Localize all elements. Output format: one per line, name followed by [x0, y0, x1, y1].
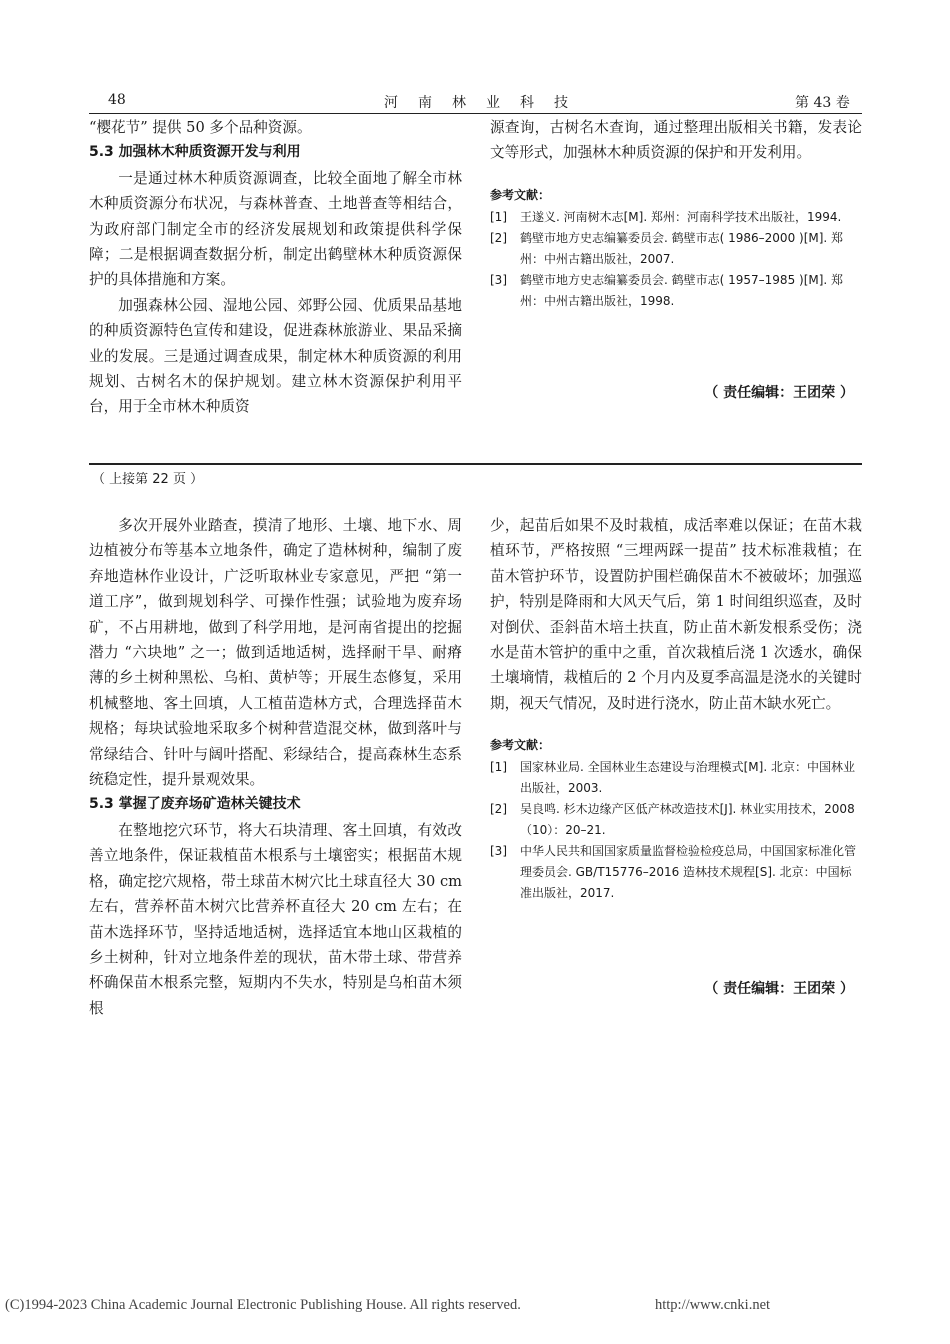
- bottom-right-column: [490, 513, 862, 904]
- continued-note: （ 上接第 22 页 ）: [92, 472, 204, 487]
- page-number: 48: [108, 92, 126, 108]
- editor-note: （ 责任编辑：王团荣 ）: [704, 981, 854, 997]
- reference-text: 鹤壁市地方史志编纂委员会. 鹤壁市志( 1986–2000 )[M]. 郑州：中州古籍出版社，2007.: [520, 230, 844, 266]
- reference-text: 吴良鸣. 杉木边缘产区低产林改造技术[J]. 林业实用技术，2008（10）：20–21.: [520, 802, 855, 838]
- reference-text: 国家林业局. 全国林业生态建设与治理模式[M]. 北京：中国林业出版社，2003.: [520, 760, 855, 796]
- reference-number: [3]: [490, 844, 507, 859]
- reference-text: 鹤壁市地方史志编纂委员会. 鹤壁市志( 1957–1985 )[M]. 郑州：中州古籍出版社，1998.: [520, 272, 844, 308]
- section-heading: 5.3 掌握了废弃场矿造林关键技术: [89, 796, 301, 813]
- footer-link[interactable]: http://www.cnki.net: [655, 1297, 771, 1313]
- reference-item: [490, 207, 862, 228]
- reference-text: 王遂义. 河南树木志[M]. 郑州：河南科学技术出版社，1994.: [520, 209, 842, 224]
- lead-text: “樱花节” 提供 50 多个品种资源。: [89, 119, 312, 136]
- journal-title: 河南林业科技: [384, 95, 588, 111]
- references-title: 参考文献：: [490, 738, 551, 753]
- paragraph: 在整地挖穴环节，将大石块清理、客土回填，有效改善立地条件，保证栽植苗木根系与土壤密实；根据苗木规格，确定挖穴规格，带土球苗木树穴比土球直径大 30 cm 左右，营养杯苗木树穴比营养杯直径大 20 cm 左右；在苗木选择环节，坚持适地适树，选择适宜本地山区栽植的乡土树种，针对立地条件差的现状，苗木带土球、带营养杯确保苗木根系完整，短期内不失水，特别是乌桕苗木须根: [89, 821, 462, 1017]
- reference-number: [2]: [490, 230, 507, 245]
- reference-item: [490, 841, 862, 904]
- reference-number: [2]: [490, 802, 507, 817]
- section-divider: [89, 463, 862, 465]
- reference-item: [490, 757, 862, 799]
- lead-text: 源查询，古树名木查询，通过整理出版相关书籍，发表论文等形式，加强林木种质资源的保护和开发利用。: [490, 119, 862, 162]
- reference-number: [1]: [490, 209, 507, 224]
- reference-number: [1]: [490, 760, 507, 775]
- lead-text: 少，起苗后如果不及时栽植，成活率难以保证；在苗木栽植环节，严格按照 “三埋两踩一提苗” 技术标准栽植；在苗木管护环节，设置防护围栏确保苗木不被破坏；加强巡护，特别是降雨和大风天气后，第 1 时间组织巡查，及时对倒伏、歪斜苗木培土扶直，防止苗木新发根系受伤；浇水是苗木管护的重中之重，首次栽植后浇 1 次透水，确保土壤墒情，栽植后的 2 个月内及夏季高温是浇水的关键时期，视天气情况，及时进行浇水，防止苗木缺水死亡。: [490, 517, 862, 712]
- copyright-notice: (C)1994-2023 China Academic Journal Electronic Publishing House. All rights reserved.: [5, 1297, 521, 1313]
- paragraph: 多次开展外业踏查，摸清了地形、土壤、地下水、周边植被分布等基本立地条件，确定了造林树种，编制了废弃地造林作业设计，广泛听取林业专家意见，严把 “第一道工序”，做到规划科学、可操作性强；试验地为废弃场矿，不占用耕地，做到了科学用地，是河南省提出的挖掘潜力 “六块地” 之一；做到适地适树，选择耐干旱、耐瘠薄的乡土树种黑松、乌桕、黄栌等；开展生态修复，采用机械整地、客土回填，人工植苗造林方式，合理选择苗木规格；每块试验地采取多个树种营造混交林，做到落叶与常绿结合、针叶与阔叶搭配、彩绿结合，提高森林生态系统稳定性，提升景观效果。: [89, 517, 462, 789]
- top-right-column: [490, 115, 862, 312]
- reference-item: [490, 270, 862, 312]
- reference-number: [3]: [490, 272, 507, 287]
- bottom-left-column: [89, 513, 462, 1021]
- volume-label: 第 43 卷: [795, 95, 850, 111]
- reference-item: [490, 228, 862, 270]
- reference-text: 中华人民共和国国家质量监督检验检疫总局，中国国家标准化管理委员会. GB/T15776–2016 造林技术规程[S]. 北京：中国标准出版社，2017.: [520, 844, 857, 901]
- section-heading: 5.3 加强林木种质资源开发与利用: [89, 144, 301, 161]
- top-left-column: [89, 115, 462, 420]
- paragraph: 一是通过林木种质资源调查，比较全面地了解全市林木种质资源分布状况，与森林普查、土地普查等相结合，为政府部门制定全市的经济发展规划和政策提供科学保障；二是根据调查数据分析，制定出鹤壁林木种质资源保护的具体措施和方案。: [89, 169, 462, 289]
- editor-note: （ 责任编辑：王团荣 ）: [704, 385, 854, 401]
- paragraph: 加强森林公园、湿地公园、郊野公园、优质果品基地的种质资源特色宣传和建设，促进森林旅游业、果品采摘业的发展。三是通过调查成果，制定林木种质资源的利用规划、古树名木的保护规划。建立林木资源保护利用平台，用于全市林木种质资: [89, 296, 462, 416]
- references-list: [490, 207, 862, 312]
- reference-item: [490, 799, 862, 841]
- header-rule: [89, 113, 862, 114]
- references-list: [490, 757, 862, 904]
- references-title: 参考文献：: [490, 187, 551, 202]
